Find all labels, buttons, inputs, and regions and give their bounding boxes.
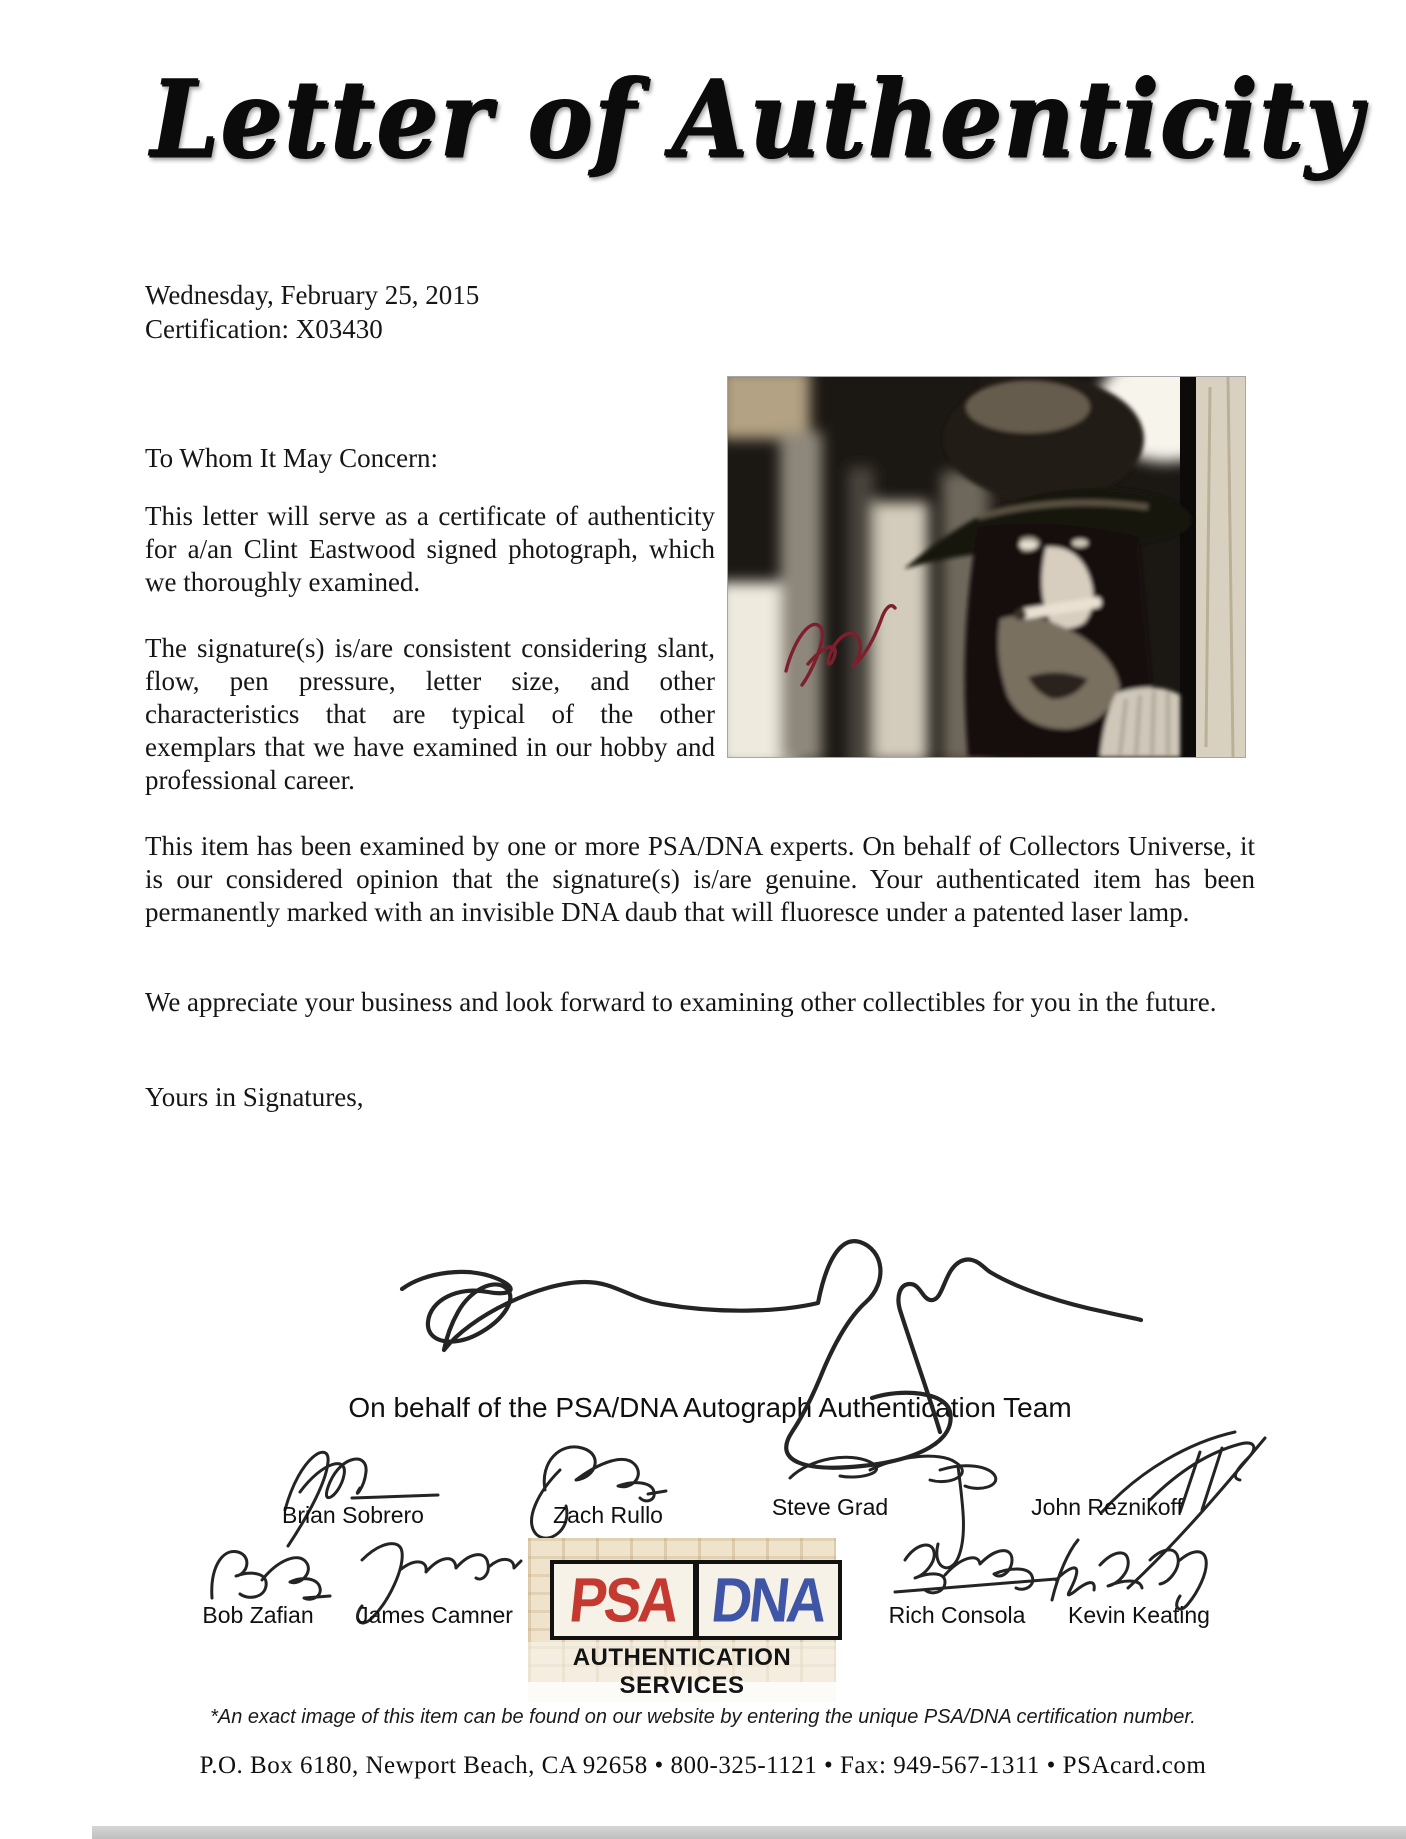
signer-name-james-camner: James Camner — [357, 1602, 513, 1628]
dna-logo-box — [697, 1560, 842, 1640]
signer-name-rich-consola: Rich Consola — [888, 1602, 1026, 1628]
dna-logo-text: DNA — [708, 1564, 829, 1635]
paragraph-signature-consistency: The signature(s) is/are consistent considering slant, flow, pen pressure, letter size, and other characteristics that are typical of the other exemplars that we have examined in our hobby and professional career. — [145, 633, 715, 795]
letter-date: Wednesday, February 25, 2015 — [145, 280, 480, 310]
page-title: Letter of Authenticity — [150, 57, 1363, 182]
signer-name-steve-grad: Steve Grad — [771, 1494, 889, 1520]
salutation: To Whom It May Concern: — [145, 443, 439, 473]
psa-logo-box — [550, 1560, 697, 1640]
signer-name-bob-zafian: Bob Zafian — [202, 1602, 314, 1628]
psa-dna-logo — [528, 1538, 836, 1699]
psa-dna-logo-boxes — [550, 1560, 842, 1640]
brian-sobrero-signature — [285, 1452, 438, 1546]
executive-signature — [402, 1241, 1141, 1468]
paragraph-thanks: We appreciate your business and look forward to examining other collectibles for you in the future. — [145, 987, 1217, 1017]
rich-consola-signature — [895, 1545, 1056, 1593]
scan-edge-bar — [92, 1826, 1406, 1839]
certification-number: Certification: X03430 — [145, 314, 383, 344]
paragraph-certificate: This letter will serve as a certificate of authenticity for a/an Clint Eastwood signed photograph, which we thoroughly examined. — [145, 501, 715, 597]
address-line: P.O. Box 6180, Newport Beach, CA 92658 • 800-325-1121 • Fax: 949-567-1311 • PSAcard.com — [199, 1752, 1207, 1779]
kevin-keating-signature — [1052, 1540, 1206, 1609]
signer-name-john-reznikoff: John Reznikoff — [1031, 1494, 1183, 1520]
psa-logo-text: PSA — [566, 1564, 681, 1635]
paragraph-examined: This item has been examined by one or more PSA/DNA experts. On behalf of Collectors Universe, it is our considered opinion that the signature(s) is/are genuine. Your authenticated item has been permanently marked with an invisible DNA daub that will fluoresce under a patented laser lamp. — [145, 831, 1255, 927]
signer-name-brian-sobrero: Brian Sobrero — [282, 1502, 424, 1528]
signer-name-kevin-keating: Kevin Keating — [1068, 1602, 1210, 1628]
team-line: On behalf of the PSA/DNA Autograph Authentication Team — [348, 1392, 1072, 1423]
bob-zafian-signature — [212, 1551, 330, 1599]
footnote: *An exact image of this item can be found on our website by entering the unique PSA/DNA certification number. — [210, 1706, 1196, 1728]
authentication-services-label: AUTHENTICATION SERVICES — [528, 1642, 836, 1702]
closing-line: Yours in Signatures, — [145, 1082, 364, 1112]
signer-name-zach-rullo: Zach Rullo — [553, 1502, 663, 1528]
